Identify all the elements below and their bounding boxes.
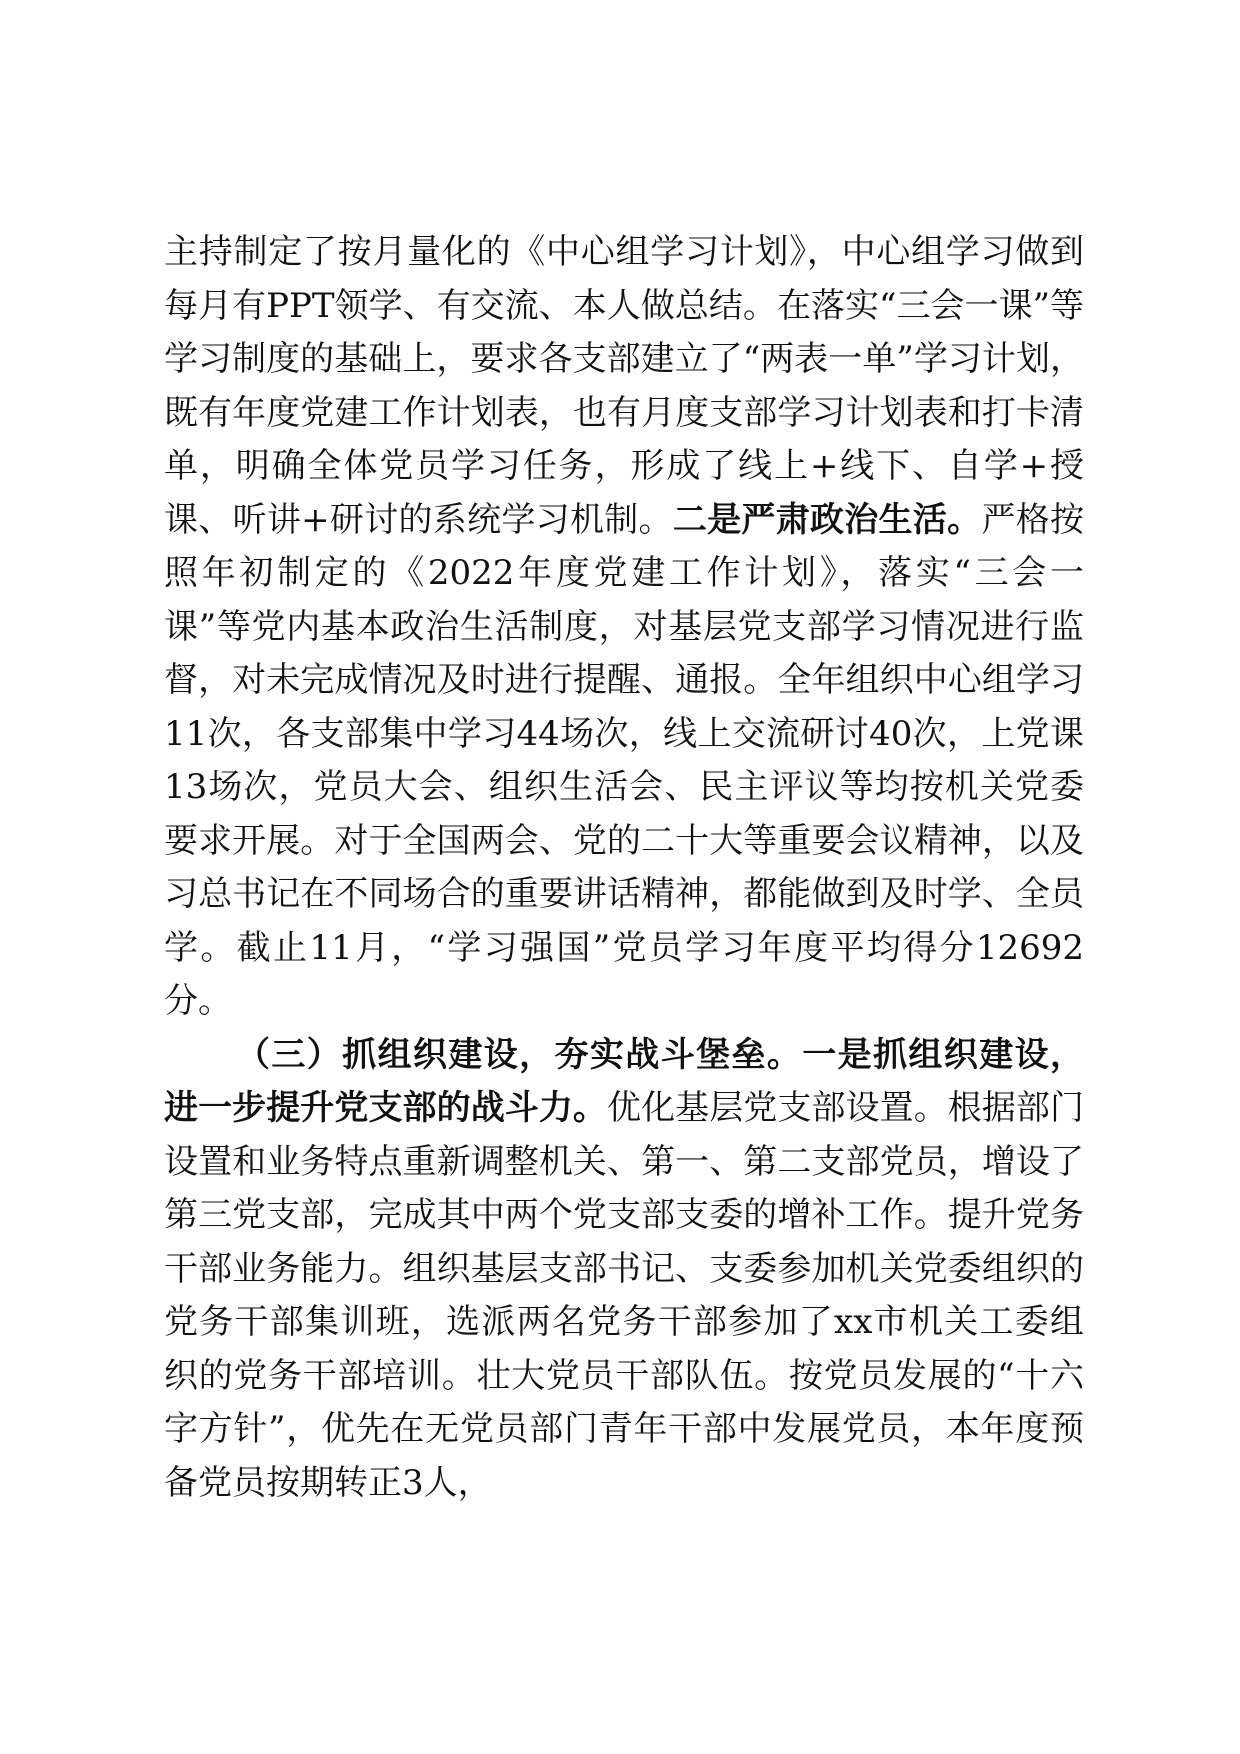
bold-heading-political-life: 二是严肃政治生活。 [672, 499, 982, 540]
document-body [164, 226, 1084, 1510]
paragraph-organization-building [164, 1029, 1084, 1511]
paragraph-text: 主持制定了按月量化的《中心组学习计划》，中心组学习做到每月有PPT领学、有交流、本人做总结。在落实“三会一课”等学习制度的基础上，要求各支部建立了“两表一单”学习计划，既有年度党建工作计划表，也有月度支部学习计划表和打卡清单，明确全体党员学习任务，形成了线上+线下、自学+授课、听讲+研讨的系统学习机制。 [164, 232, 1084, 540]
paragraph-text: 严格按照年初制定的《2022年度党建工作计划》，落实“三会一课”等党内基本政治生活制度，对基层党支部学习情况进行监督，对未完成情况及时进行提醒、通报。全年组织中心组学习11次，各支部集中学习44场次，线上交流研讨40次，上党课13场次，党员大会、组织生活会、民主评议等均按机关党委要求开展。对于全国两会、党的二十大等重要会议精神，以及习总书记在不同场合的重要讲话精神，都能做到及时学、全员学。截止11月，“学习强国”党员学习年度平均得分12692分。 [164, 499, 1085, 1021]
paragraph-text: 优化基层党支部设置。根据部门设置和业务特点重新调整机关、第一、第二支部党员，增设了第三党支部，完成其中两个党支部支委的增补工作。提升党务干部业务能力。组织基层支部书记、支委参加机关党委组织的党务干部集训班，选派两名党务干部参加了xx市机关工委组织的党务干部培训。壮大党员干部队伍。按党员发展的“十六字方针”，优先在无党员部门青年干部中发展党员，本年度预备党员按期转正3人， [164, 1088, 1084, 1503]
bold-heading-organization-building: （三）抓组织建设，夯实战斗堡垒。一是抓组织建设，进一步提升党支部的战斗力。 [164, 1034, 1084, 1128]
paragraph-study-and-political-life [164, 226, 1084, 1029]
